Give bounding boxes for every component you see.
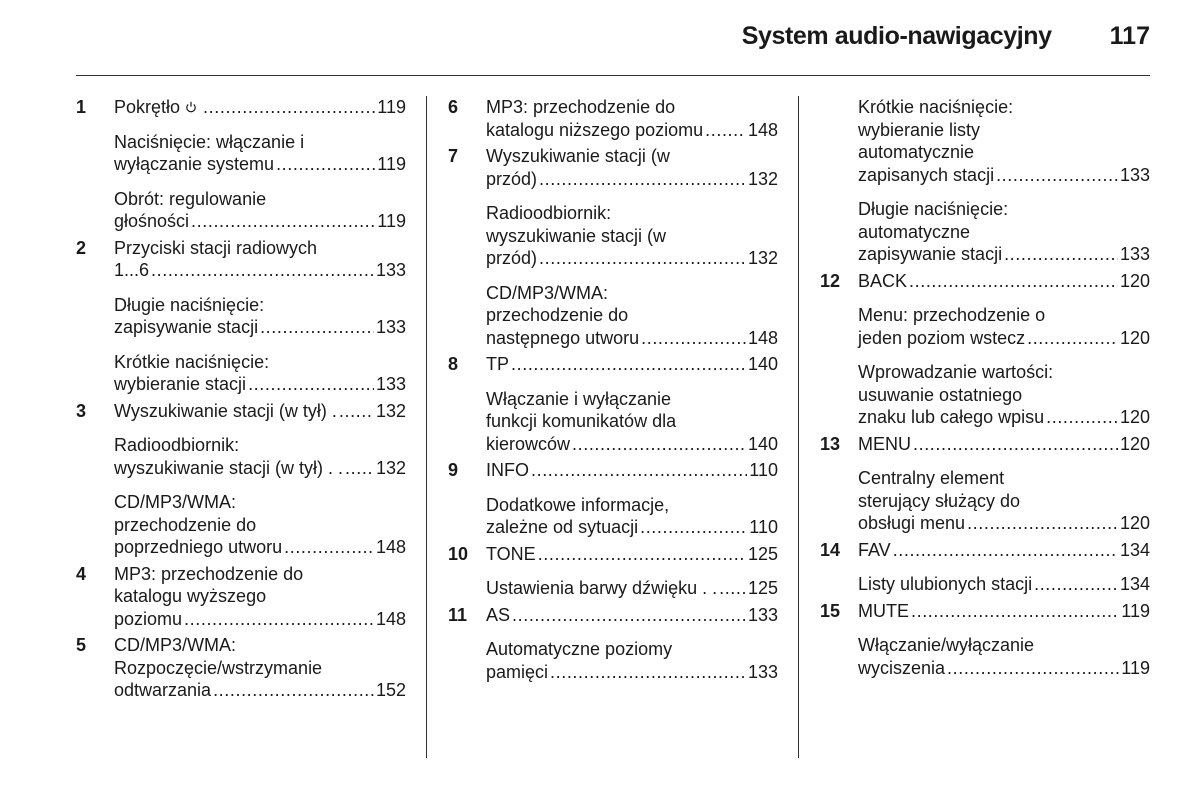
item-line (114, 457, 406, 480)
item-text: Krótkie naciśnięcie: (858, 97, 1014, 117)
page-reference: 133 (375, 317, 406, 337)
column-divider (798, 96, 799, 758)
index-entry (448, 145, 778, 353)
item-line (114, 536, 406, 559)
entry-number: 2 (76, 237, 87, 258)
index-entry (76, 237, 406, 400)
page-reference: 148 (747, 327, 778, 348)
item-line (114, 514, 406, 537)
entry-body (486, 96, 778, 145)
item-text: automatyczne (858, 221, 971, 242)
entry-number: 8 (448, 354, 459, 374)
section-title: System audio-nawigacyjny (741, 22, 1052, 50)
entry-body (486, 459, 778, 543)
item-text: CD/MP3/WMA: (486, 282, 609, 303)
dot-leader (538, 543, 746, 566)
item-text: jeden poziom wstecz (858, 327, 1026, 348)
item-text: MUTE (858, 600, 909, 621)
index-item (114, 491, 406, 559)
entry-number: 9 (448, 460, 459, 480)
item-text: CD/MP3/WMA: (114, 635, 237, 655)
item-line (114, 153, 406, 176)
item-line (114, 351, 406, 374)
entry-body (858, 433, 1150, 539)
index-entry (76, 563, 406, 635)
item-line (486, 433, 778, 456)
item-line (114, 316, 406, 339)
dot-leader (911, 600, 1119, 623)
page-reference: 133 (747, 661, 778, 682)
item-text: Wyszukiwanie stacji (w tył) . (114, 400, 337, 421)
page-reference: 119 (377, 211, 406, 231)
dot-leader (531, 459, 747, 482)
page-reference: 125 (747, 543, 778, 564)
item-line (486, 604, 778, 627)
index-item (486, 494, 778, 539)
item-text: INFO (486, 460, 529, 480)
index-entry (820, 600, 1150, 684)
index-item (486, 282, 778, 350)
entry-body (486, 145, 778, 353)
item-text: głośności (114, 211, 190, 231)
item-text: Pokrętło (114, 97, 181, 117)
page-reference: 119 (377, 97, 406, 117)
index-item (486, 638, 778, 683)
dot-leader (705, 119, 746, 142)
item-text: MENU (858, 433, 911, 454)
item-line (858, 634, 1150, 657)
dot-leader (203, 96, 375, 119)
item-text: wybieranie stacji (114, 374, 247, 394)
page-reference: 148 (375, 537, 406, 557)
item-line (486, 168, 778, 191)
item-text: MP3: przechodzenie do (114, 563, 304, 584)
entry-body (858, 539, 1150, 600)
page-reference: 133 (747, 604, 778, 625)
item-text: Naciśnięcie: włączanie i (114, 131, 305, 152)
item-text: Ustawienia barwy dźwięku . . (486, 578, 718, 598)
dot-leader (512, 604, 746, 627)
dot-leader (641, 327, 746, 350)
index-item (858, 539, 1150, 562)
item-text: pamięci (486, 661, 549, 682)
index-item (114, 237, 406, 282)
item-line (486, 304, 778, 327)
item-line (486, 577, 778, 600)
item-line (486, 388, 778, 411)
index-column-2 (448, 96, 778, 687)
item-text: BACK (858, 270, 908, 291)
dot-leader (640, 516, 747, 539)
item-text: zapisywanie stacji (858, 244, 1003, 264)
item-line (486, 145, 778, 168)
item-text: Rozpoczęcie/wstrzymanie (114, 657, 323, 678)
index-entry (448, 96, 778, 145)
item-line (114, 634, 406, 657)
item-line (486, 225, 778, 248)
page-reference: 120 (1119, 407, 1150, 427)
item-text: katalogu niższego poziomu (486, 119, 704, 140)
index-item (486, 543, 778, 566)
item-line (114, 237, 406, 260)
entry-body (486, 543, 778, 604)
item-text: katalogu wyższego (114, 586, 267, 606)
index-item (114, 434, 406, 479)
page-reference: 134 (1119, 574, 1150, 594)
item-text: następnego utworu (486, 327, 640, 348)
item-line (858, 539, 1150, 562)
entry-body (858, 96, 1150, 270)
item-line (486, 543, 778, 566)
page-reference: 132 (375, 457, 406, 478)
index-item (858, 433, 1150, 456)
item-text: przód) (486, 168, 538, 189)
item-text: Krótkie naciśnięcie: (114, 351, 270, 372)
dot-leader (539, 168, 746, 191)
index-entry (448, 543, 778, 604)
column-divider (426, 96, 427, 758)
item-line (858, 384, 1150, 407)
entry-number: 12 (820, 270, 841, 291)
dot-leader (719, 577, 746, 600)
dot-leader (184, 608, 374, 631)
item-text: wybieranie listy (858, 119, 981, 140)
index-item (114, 563, 406, 631)
index-item (858, 573, 1150, 596)
dot-leader (248, 373, 374, 396)
index-item (114, 188, 406, 233)
item-line (114, 679, 406, 702)
dot-leader (947, 657, 1119, 680)
index-entry (820, 433, 1150, 539)
item-line (114, 131, 406, 154)
item-line (486, 494, 778, 517)
item-line (114, 210, 406, 233)
entry-body (486, 604, 778, 688)
item-line (486, 638, 778, 661)
entry-body (114, 563, 406, 635)
item-line (114, 585, 406, 608)
page-reference: 140 (747, 433, 778, 454)
page-reference: 148 (375, 608, 406, 629)
page-reference: 120 (1119, 433, 1150, 454)
item-text: poziomu (114, 608, 183, 629)
page-reference: 119 (1121, 600, 1150, 621)
entry-body (114, 634, 406, 706)
index-item (114, 634, 406, 702)
index-item (858, 270, 1150, 293)
dot-leader (572, 433, 746, 456)
index-item (486, 202, 778, 270)
item-line (486, 459, 778, 482)
item-text: Listy ulubionych stacji (858, 574, 1033, 594)
item-line (858, 141, 1150, 164)
dot-leader (284, 536, 374, 559)
item-line (858, 467, 1150, 490)
item-text: wyciszenia (858, 657, 946, 678)
index-entry (820, 539, 1150, 600)
item-text: poprzedniego utworu (114, 537, 283, 557)
entry-body (114, 237, 406, 400)
item-line (858, 243, 1150, 266)
index-item (858, 361, 1150, 429)
entry-number: 15 (820, 600, 841, 621)
item-line (486, 282, 778, 305)
item-line (486, 353, 778, 376)
index-item (858, 96, 1150, 186)
item-line (858, 512, 1150, 535)
index-item (486, 388, 778, 456)
item-line (858, 573, 1150, 596)
index-entry (448, 604, 778, 688)
item-line (858, 304, 1150, 327)
index-item (858, 634, 1150, 679)
item-line (486, 410, 778, 433)
item-line (858, 327, 1150, 350)
item-text: Radioodbiornik: (114, 435, 240, 455)
item-line (114, 491, 406, 514)
page-reference: 132 (747, 168, 778, 189)
item-line (486, 327, 778, 350)
item-line (114, 434, 406, 457)
page-reference: 125 (747, 578, 778, 598)
page-reference: 152 (375, 680, 406, 700)
item-text: 1...6 (114, 260, 150, 280)
item-text: CD/MP3/WMA: (114, 492, 237, 512)
item-line (486, 247, 778, 270)
item-text: sterujący służący do (858, 490, 1021, 511)
item-text: Obrót: regulowanie (114, 188, 267, 209)
item-line (858, 433, 1150, 456)
dot-leader (1004, 243, 1118, 266)
index-entry (76, 634, 406, 706)
item-text: odtwarzania (114, 680, 212, 700)
item-text: MP3: przechodzenie do (486, 97, 676, 117)
index-entry (76, 400, 406, 563)
item-text: wyszukiwanie stacji (w tył) . . (114, 457, 344, 478)
item-line (114, 563, 406, 586)
item-line (114, 96, 406, 119)
entry-body (858, 600, 1150, 684)
entry-number: 1 (76, 97, 87, 117)
index-column-3 (820, 96, 1150, 683)
index-item (114, 294, 406, 339)
item-text: znaku lub całego wpisu (858, 407, 1045, 427)
item-line (858, 600, 1150, 623)
item-line (114, 608, 406, 631)
item-line (114, 188, 406, 211)
index-item (858, 304, 1150, 349)
dot-leader (913, 433, 1118, 456)
item-line (486, 96, 778, 119)
dot-leader (996, 164, 1118, 187)
dot-leader (550, 661, 746, 684)
item-text: Długie naciśnięcie: (858, 199, 1009, 219)
item-text: Radioodbiornik: (486, 203, 612, 223)
item-text: kierowców (486, 433, 571, 454)
dot-leader (909, 270, 1118, 293)
entry-number: 10 (448, 543, 469, 564)
page-reference: 133 (1119, 164, 1150, 185)
page-reference: 133 (375, 374, 406, 394)
item-text: Menu: przechodzenie o (858, 305, 1046, 325)
item-line (114, 373, 406, 396)
item-text: przechodzenie do (114, 514, 257, 535)
item-line (114, 294, 406, 317)
header-rule (76, 75, 1150, 76)
item-text: Automatyczne poziomy (486, 639, 673, 659)
entry-number: 11 (448, 604, 468, 625)
index-entry (76, 96, 406, 237)
index-item (486, 96, 778, 141)
item-text: Długie naciśnięcie: (114, 294, 265, 315)
page-reference: 119 (1121, 657, 1150, 678)
power-icon (185, 96, 197, 108)
dot-leader (539, 247, 746, 270)
index-item (858, 198, 1150, 266)
item-line (858, 96, 1150, 119)
index-item (486, 604, 778, 627)
page-reference: 120 (1119, 327, 1150, 348)
item-text: Przyciski stacji radiowych (114, 237, 318, 258)
item-text: TP (486, 354, 510, 374)
item-text: FAV (858, 539, 891, 560)
item-line (858, 198, 1150, 221)
item-line (858, 221, 1150, 244)
page-reference: 119 (377, 154, 406, 174)
item-line (858, 164, 1150, 187)
dot-leader (967, 512, 1118, 535)
item-text: AS (486, 604, 511, 625)
dot-leader (1034, 573, 1118, 596)
item-text: Wprowadzanie wartości: (858, 362, 1054, 382)
index-item (114, 351, 406, 396)
item-text: Wyszukiwanie stacji (w (486, 146, 670, 166)
item-text: Włączanie/wyłączanie (858, 635, 1035, 655)
index-item (486, 577, 778, 600)
index-item (114, 400, 406, 423)
page-number: 117 (1109, 22, 1150, 50)
dot-leader (339, 400, 374, 423)
item-text: automatycznie (858, 142, 975, 162)
entry-number: 7 (448, 146, 459, 166)
entry-number: 4 (76, 563, 87, 584)
entry-number: 13 (820, 433, 841, 454)
index-item (114, 96, 406, 119)
item-line (858, 119, 1150, 142)
dot-leader (260, 316, 374, 339)
index-column-1 (76, 96, 406, 706)
index-entry (820, 96, 1150, 270)
item-line (486, 516, 778, 539)
dot-leader (345, 457, 374, 480)
index-item (486, 145, 778, 190)
entry-body (486, 353, 778, 459)
item-line (486, 119, 778, 142)
item-text: zależne od sytuacji (486, 517, 639, 537)
item-text: obsługi menu (858, 513, 966, 533)
item-line (486, 202, 778, 225)
dot-leader (276, 153, 375, 176)
page-reference: 133 (375, 260, 406, 280)
page-reference: 132 (747, 248, 778, 268)
page-reference: 134 (1119, 539, 1150, 560)
item-text: funkcji komunikatów dla (486, 411, 677, 431)
dot-leader (151, 259, 374, 282)
page-reference: 132 (375, 400, 406, 421)
item-text: TONE (486, 543, 536, 564)
index-entry (448, 353, 778, 459)
dot-leader (511, 353, 746, 376)
page-reference: 120 (1119, 270, 1150, 291)
item-line (114, 400, 406, 423)
index-item (486, 353, 778, 376)
index-item (858, 467, 1150, 535)
dot-leader (1027, 327, 1118, 350)
entry-number: 5 (76, 635, 87, 655)
item-line (858, 361, 1150, 384)
entry-body (114, 400, 406, 563)
item-text: przechodzenie do (486, 305, 629, 325)
page-reference: 120 (1119, 513, 1150, 533)
dot-leader (1046, 406, 1118, 429)
item-text: Centralny element (858, 468, 1005, 488)
item-text: przód) (486, 248, 538, 268)
dot-leader (893, 539, 1118, 562)
item-line (858, 406, 1150, 429)
item-line (486, 661, 778, 684)
item-text: zapisanych stacji (858, 164, 995, 185)
item-line (114, 657, 406, 680)
entry-number: 14 (820, 539, 841, 560)
item-line (858, 657, 1150, 680)
entry-number: 6 (448, 97, 459, 117)
item-text: wyłączanie systemu (114, 154, 275, 174)
page-header (76, 22, 1150, 51)
index-item (486, 459, 778, 482)
entry-body (114, 96, 406, 237)
item-text: wyszukiwanie stacji (w (486, 225, 667, 246)
item-line (858, 490, 1150, 513)
item-line (858, 270, 1150, 293)
dot-leader (191, 210, 375, 233)
item-line (114, 259, 406, 282)
item-text: Dodatkowe informacje, (486, 494, 670, 515)
entry-body (858, 270, 1150, 433)
item-text: zapisywanie stacji (114, 317, 259, 337)
index-entry (448, 459, 778, 543)
item-text: usuwanie ostatniego (858, 384, 1023, 405)
page-reference: 110 (749, 517, 778, 537)
page-reference: 110 (749, 460, 778, 480)
index-item (858, 600, 1150, 623)
page-reference: 140 (747, 354, 778, 374)
entry-number (820, 96, 858, 270)
dot-leader (213, 679, 374, 702)
entry-number: 3 (76, 400, 87, 421)
index-item (114, 131, 406, 176)
item-text: Włączanie i wyłączanie (486, 388, 672, 409)
page-reference: 133 (1119, 244, 1150, 264)
index-entry (820, 270, 1150, 433)
page-reference: 148 (747, 119, 778, 140)
